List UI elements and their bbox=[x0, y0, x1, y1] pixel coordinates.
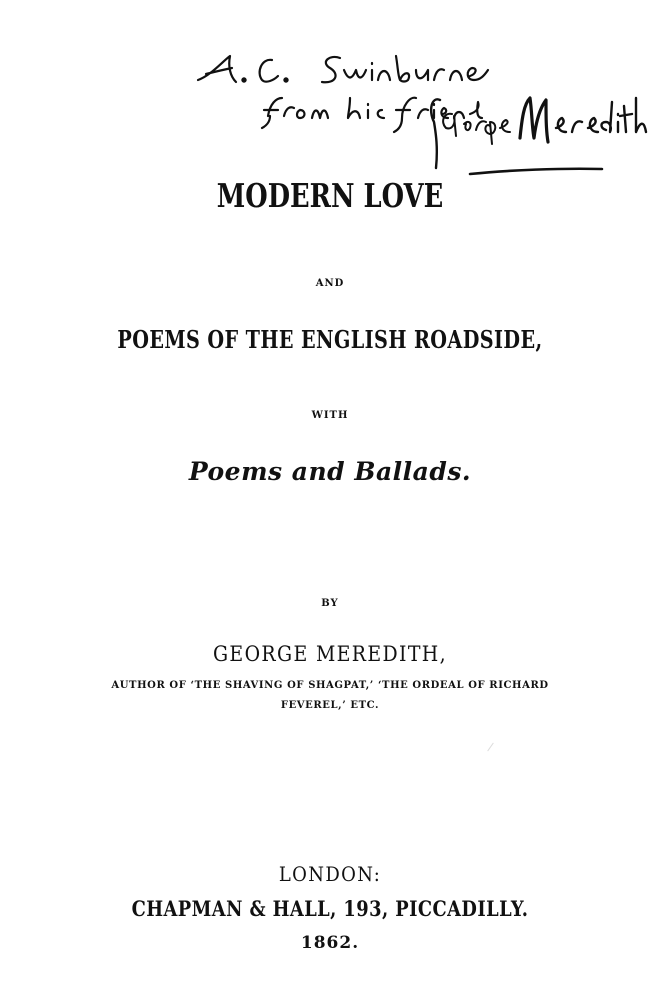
conjunction-and: AND bbox=[315, 278, 345, 289]
author-credits-line-2: FEVEREL,’ ETC. bbox=[280, 700, 380, 711]
paper-speck bbox=[487, 743, 494, 752]
conjunction-with: WITH bbox=[311, 410, 349, 421]
book-title: MODERN LOVE bbox=[216, 176, 444, 215]
handwritten-inscription bbox=[170, 18, 650, 188]
inscription-handwriting bbox=[170, 18, 650, 188]
imprint-city: LONDON: bbox=[278, 862, 382, 886]
book-subtitle: POEMS OF THE ENGLISH ROADSIDE, bbox=[117, 325, 543, 354]
imprint-year: 1862. bbox=[300, 933, 360, 953]
author-credits-line-1: AUTHOR OF ‘THE SHAVING OF SHAGPAT,’ ‘THE ORDEAL OF RICHARD bbox=[111, 680, 549, 691]
by-label: BY bbox=[321, 598, 339, 609]
secondary-subtitle: Poems and Ballads. bbox=[188, 457, 472, 486]
author-name: GEORGE MEREDITH, bbox=[212, 642, 447, 666]
imprint-publisher: CHAPMAN & HALL, 193, PICCADILLY. bbox=[131, 896, 529, 921]
